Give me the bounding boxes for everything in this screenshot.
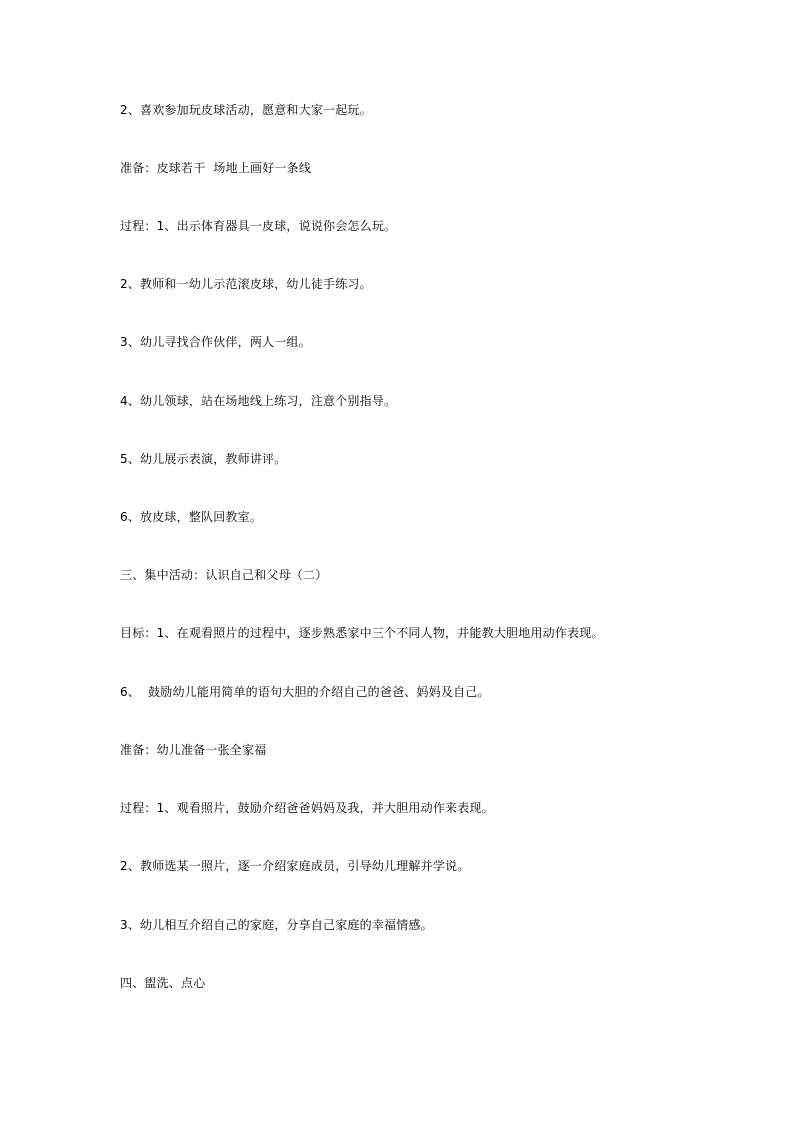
goal-item-6: 6、 鼓励幼儿能用简单的语句大胆的介绍自己的爸爸、妈妈及自己。	[120, 685, 490, 699]
preparation-family-photo: 准备：幼儿准备一张全家福	[120, 743, 267, 757]
process-step-4: 4、幼儿领球，站在场地线上练习，注意个别指导。	[120, 394, 397, 408]
process-step-6: 6、放皮球，整队回教室。	[120, 510, 263, 524]
process-step-1: 过程：1、出示体育器具一皮球，说说你会怎么玩。	[120, 219, 397, 233]
process-photo-step-1: 过程：1、观看照片，鼓励介绍爸爸妈妈及我，并大胆用动作来表现。	[120, 801, 494, 815]
preparation-ball: 准备：皮球若干 场地上画好一条线	[120, 161, 312, 175]
goal-item-1: 目标：1、在观看照片的过程中，逐步熟悉家中三个不同人物，并能教大胆地用动作表现。	[120, 626, 604, 640]
process-step-2: 2、教师和一幼儿示范滚皮球，幼儿徒手练习。	[120, 277, 372, 291]
goal-item-2: 2、喜欢参加玩皮球活动，愿意和大家一起玩。	[120, 103, 372, 117]
process-step-3: 3、幼儿寻找合作伙伴，两人一组。	[120, 335, 311, 349]
section-heading-4: 四、盥洗、点心	[120, 976, 206, 990]
process-photo-step-3: 3、幼儿相互介绍自己的家庭，分享自己家庭的幸福情感。	[120, 918, 433, 932]
process-photo-step-2: 2、教师选某一照片，逐一介绍家庭成员，引导幼儿理解并学说。	[120, 859, 470, 873]
section-heading-3: 三、集中活动：认识自己和父母（二）	[120, 568, 328, 582]
process-step-5: 5、幼儿展示表演，教师讲评。	[120, 452, 287, 466]
